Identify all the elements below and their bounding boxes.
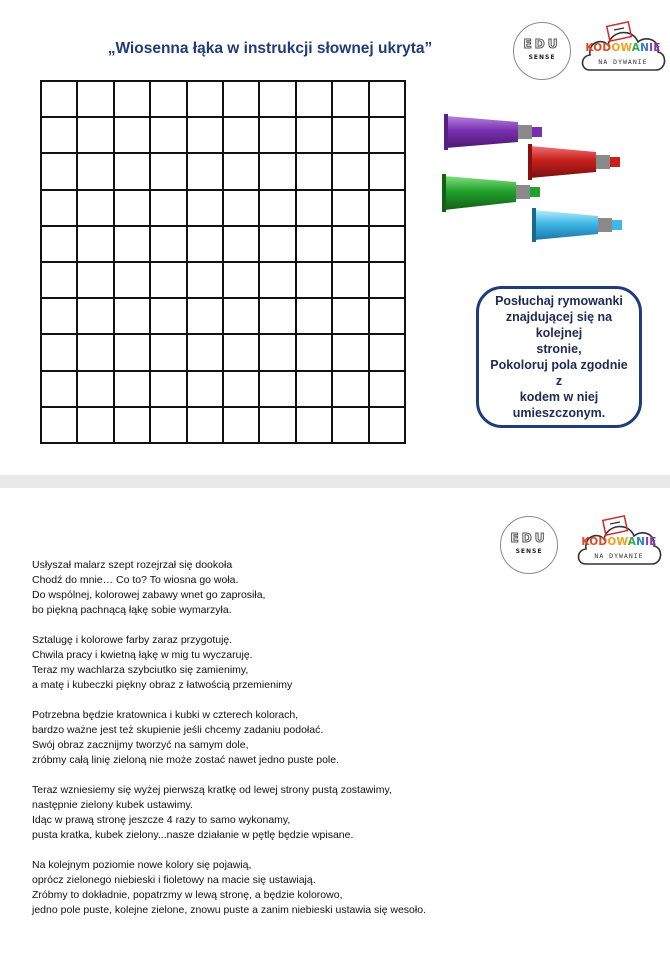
kodowanie-letters-4: N bbox=[636, 536, 646, 548]
green-paint-tube-icon bbox=[442, 174, 540, 212]
light-blue-paint-tube-icon bbox=[532, 208, 622, 242]
kodowanie-letters-5: IE bbox=[645, 536, 657, 548]
worksheet-page-1 bbox=[0, 0, 670, 475]
grid-cell bbox=[114, 226, 150, 262]
edu-logo-subtext-page-2: SENSE bbox=[515, 548, 543, 555]
grid-cell bbox=[150, 226, 186, 262]
poem-line: Teraz wzniesiemy się wyżej pierwszą kratkę od lewej strony pustą zostawimy, bbox=[32, 784, 392, 796]
grid-cell bbox=[41, 117, 77, 153]
poem-line: oprócz zielonego niebieski i fioletowy na macie się ustawiają. bbox=[32, 874, 316, 886]
grid-cell bbox=[77, 334, 113, 370]
poem-line: Sztalugę i kolorowe farby zaraz przygotuję. bbox=[32, 634, 233, 646]
poem-line: Na kolejnym poziomie nowe kolory się pojawią, bbox=[32, 859, 252, 871]
grid-cell bbox=[41, 226, 77, 262]
grid-cell bbox=[369, 371, 405, 407]
grid-cell bbox=[296, 262, 332, 298]
grid-cell bbox=[41, 81, 77, 117]
grid-cell bbox=[114, 334, 150, 370]
purple-paint-tube-icon bbox=[444, 114, 542, 150]
grid-cell bbox=[296, 190, 332, 226]
grid-cell bbox=[369, 298, 405, 334]
worksheet-page-2 bbox=[0, 488, 670, 960]
grid-cell bbox=[296, 153, 332, 189]
coloring-grid bbox=[40, 80, 406, 444]
grid-cell bbox=[150, 117, 186, 153]
grid-cell bbox=[114, 298, 150, 334]
instruction-line-1: Posłuchaj rymowanki bbox=[495, 294, 623, 308]
grid-cell bbox=[150, 262, 186, 298]
instruction-box bbox=[476, 286, 642, 428]
poem-stanza-4 bbox=[32, 783, 652, 843]
grid-cell bbox=[114, 153, 150, 189]
grid-cell bbox=[369, 226, 405, 262]
kodowanie-logo-subtext-page-2: NA DYWANIE bbox=[594, 552, 644, 560]
grid-cell bbox=[296, 334, 332, 370]
instruction-text bbox=[489, 293, 629, 421]
kodowanie-letters-4: N bbox=[640, 42, 650, 54]
grid-cell bbox=[41, 407, 77, 443]
kodowanie-letters-3: A bbox=[627, 536, 637, 548]
grid-cell bbox=[114, 81, 150, 117]
poem-line: Teraz my wachlarza szybciutko się zamienimy, bbox=[32, 664, 249, 676]
grid-cell bbox=[332, 298, 368, 334]
grid-cell bbox=[223, 262, 259, 298]
grid-cell bbox=[150, 334, 186, 370]
grid-cell bbox=[77, 407, 113, 443]
grid-cell bbox=[332, 262, 368, 298]
grid-cell bbox=[296, 407, 332, 443]
grid-cell bbox=[223, 153, 259, 189]
grid-cell bbox=[187, 407, 223, 443]
grid-cell bbox=[369, 334, 405, 370]
grid-cell bbox=[77, 117, 113, 153]
grid-cell bbox=[259, 153, 295, 189]
poem-line: a matę i kubeczki piękny obraz z łatwością przemienimy bbox=[32, 679, 293, 691]
poem-line: bo piękną pachnącą łąkę sobie wymarzyła. bbox=[32, 604, 232, 616]
grid-cell bbox=[259, 334, 295, 370]
grid-cell bbox=[77, 371, 113, 407]
poem bbox=[32, 558, 652, 933]
paint-tubes-illustration bbox=[440, 108, 630, 248]
grid-cell bbox=[332, 81, 368, 117]
instruction-line-4: Pokoloruj pola zgodnie z bbox=[490, 358, 628, 388]
instruction-line-5: kodem w niej bbox=[519, 390, 599, 404]
grid-cell bbox=[223, 81, 259, 117]
grid-cell bbox=[259, 117, 295, 153]
worksheet-title: „Wiosenna łąka w instrukcji słownej ukryta” bbox=[107, 40, 433, 57]
grid-cell bbox=[187, 262, 223, 298]
edu-logo-text-page-2: EDU bbox=[510, 531, 548, 545]
grid-cell bbox=[369, 190, 405, 226]
kodowanie-logo-text-page-2 bbox=[574, 536, 664, 548]
grid-cell bbox=[41, 190, 77, 226]
grid-cell bbox=[187, 117, 223, 153]
grid-cell bbox=[332, 190, 368, 226]
poem-line: następnie zielony kubek ustawimy. bbox=[32, 799, 193, 811]
grid-cell bbox=[332, 153, 368, 189]
kodowanie-letters-2: OW bbox=[611, 42, 632, 54]
poem-line: pusta kratka, kubek zielony...nasze działanie w pętlę będzie wpisane. bbox=[32, 829, 354, 841]
grid-cell bbox=[259, 226, 295, 262]
kodowanie-logo-subtext: NA DYWANIE bbox=[598, 58, 648, 66]
grid-cell bbox=[114, 190, 150, 226]
grid-cell bbox=[223, 226, 259, 262]
grid-cell bbox=[41, 298, 77, 334]
grid-cell bbox=[187, 298, 223, 334]
kodowanie-logo-text bbox=[578, 42, 668, 54]
grid-cell bbox=[114, 371, 150, 407]
poem-line: Usłyszał malarz szept rozejrzał się dookoła bbox=[32, 559, 233, 571]
kodowanie-letters-3: A bbox=[631, 42, 641, 54]
poem-stanza-5 bbox=[32, 858, 652, 918]
grid-cell bbox=[187, 153, 223, 189]
kodowanie-na-dywanie-logo bbox=[578, 18, 668, 80]
kodowanie-letters-1: KOD bbox=[585, 42, 612, 54]
poem-line: zróbmy całą linię zieloną nie może zostać nawet jedno puste pole. bbox=[32, 754, 340, 766]
grid-cell bbox=[150, 81, 186, 117]
grid-cell bbox=[296, 371, 332, 407]
grid-cell bbox=[41, 262, 77, 298]
grid-cell bbox=[223, 117, 259, 153]
grid-cell bbox=[150, 371, 186, 407]
grid-cell bbox=[332, 407, 368, 443]
grid-cell bbox=[150, 407, 186, 443]
grid-cell bbox=[296, 298, 332, 334]
grid-cell bbox=[369, 262, 405, 298]
grid-cell bbox=[223, 298, 259, 334]
grid-cell bbox=[332, 117, 368, 153]
grid-cell bbox=[77, 298, 113, 334]
grid-cell bbox=[369, 81, 405, 117]
grid-cell bbox=[187, 371, 223, 407]
grid-cell bbox=[223, 371, 259, 407]
grid-cell bbox=[41, 153, 77, 189]
poem-line: jedno pole puste, kolejne zielone, znowu puste a zanim niebieski ustawia się wesoło. bbox=[32, 904, 426, 916]
grid-cell bbox=[259, 262, 295, 298]
kodowanie-letters-2: OW bbox=[607, 536, 628, 548]
grid-cell bbox=[223, 407, 259, 443]
edu-logo-text: EDU bbox=[523, 37, 561, 51]
grid-cell bbox=[259, 190, 295, 226]
poem-stanza-3 bbox=[32, 708, 652, 768]
grid-cell bbox=[114, 262, 150, 298]
grid-cell bbox=[77, 190, 113, 226]
grid-cell bbox=[259, 371, 295, 407]
grid-cell bbox=[223, 190, 259, 226]
red-paint-tube-icon bbox=[528, 144, 620, 180]
grid-cell bbox=[259, 81, 295, 117]
grid-cell bbox=[259, 298, 295, 334]
edu-logo-subtext: SENSE bbox=[528, 54, 556, 61]
grid-cell bbox=[369, 407, 405, 443]
grid-cell bbox=[77, 262, 113, 298]
grid-cell bbox=[369, 117, 405, 153]
grid-cell bbox=[259, 407, 295, 443]
kodowanie-letters-5: IE bbox=[649, 42, 661, 54]
grid-cell bbox=[41, 334, 77, 370]
grid-cell bbox=[332, 226, 368, 262]
grid-cell bbox=[77, 81, 113, 117]
grid-cell bbox=[369, 153, 405, 189]
grid-cell bbox=[114, 117, 150, 153]
grid-cell bbox=[187, 81, 223, 117]
grid-cell bbox=[150, 153, 186, 189]
poem-line: Chwila pracy i kwietną łąkę w mig tu wyczaruję. bbox=[32, 649, 253, 661]
poem-line: Idąc w prawą stronę jeszcze 4 razy to samo wykonamy, bbox=[32, 814, 291, 826]
grid-cell bbox=[77, 153, 113, 189]
kodowanie-letters-1: KOD bbox=[581, 536, 608, 548]
grid-cell bbox=[41, 371, 77, 407]
grid-cell bbox=[223, 334, 259, 370]
grid-cell bbox=[150, 298, 186, 334]
instruction-line-2: znajdującej się na kolejnej bbox=[505, 310, 613, 340]
grid-cell bbox=[332, 334, 368, 370]
poem-line: Chodź do mnie… Co to? To wiosna go woła. bbox=[32, 574, 239, 586]
poem-line: bardzo ważne jest też skupienie jeśli chcemy zadaniu podołać. bbox=[32, 724, 324, 736]
grid-cell bbox=[77, 226, 113, 262]
grid-cell bbox=[332, 371, 368, 407]
grid-cell bbox=[114, 407, 150, 443]
poem-line: Zróbmy to dokładnie, popatrzmy w lewą stronę, a będzie kolorowo, bbox=[32, 889, 343, 901]
grid-cell bbox=[187, 226, 223, 262]
grid-cell bbox=[296, 226, 332, 262]
grid-cell bbox=[296, 117, 332, 153]
poem-stanza-2 bbox=[32, 633, 652, 693]
instruction-line-3: stronie, bbox=[536, 342, 582, 356]
grid-cell bbox=[187, 334, 223, 370]
poem-line: Potrzebna będzie kratownica i kubki w czterech kolorach, bbox=[32, 709, 299, 721]
poem-stanza-1 bbox=[32, 558, 652, 618]
grid-cell bbox=[187, 190, 223, 226]
grid-cell bbox=[150, 190, 186, 226]
poem-line: Do wspólnej, kolorowej zabawy wnet go zaprosiła, bbox=[32, 589, 266, 601]
edu-sense-logo bbox=[513, 22, 571, 80]
grid-cell bbox=[296, 81, 332, 117]
instruction-line-6: umieszczonym. bbox=[512, 406, 606, 420]
poem-line: Swój obraz zacznijmy tworzyć na samym dole, bbox=[32, 739, 249, 751]
